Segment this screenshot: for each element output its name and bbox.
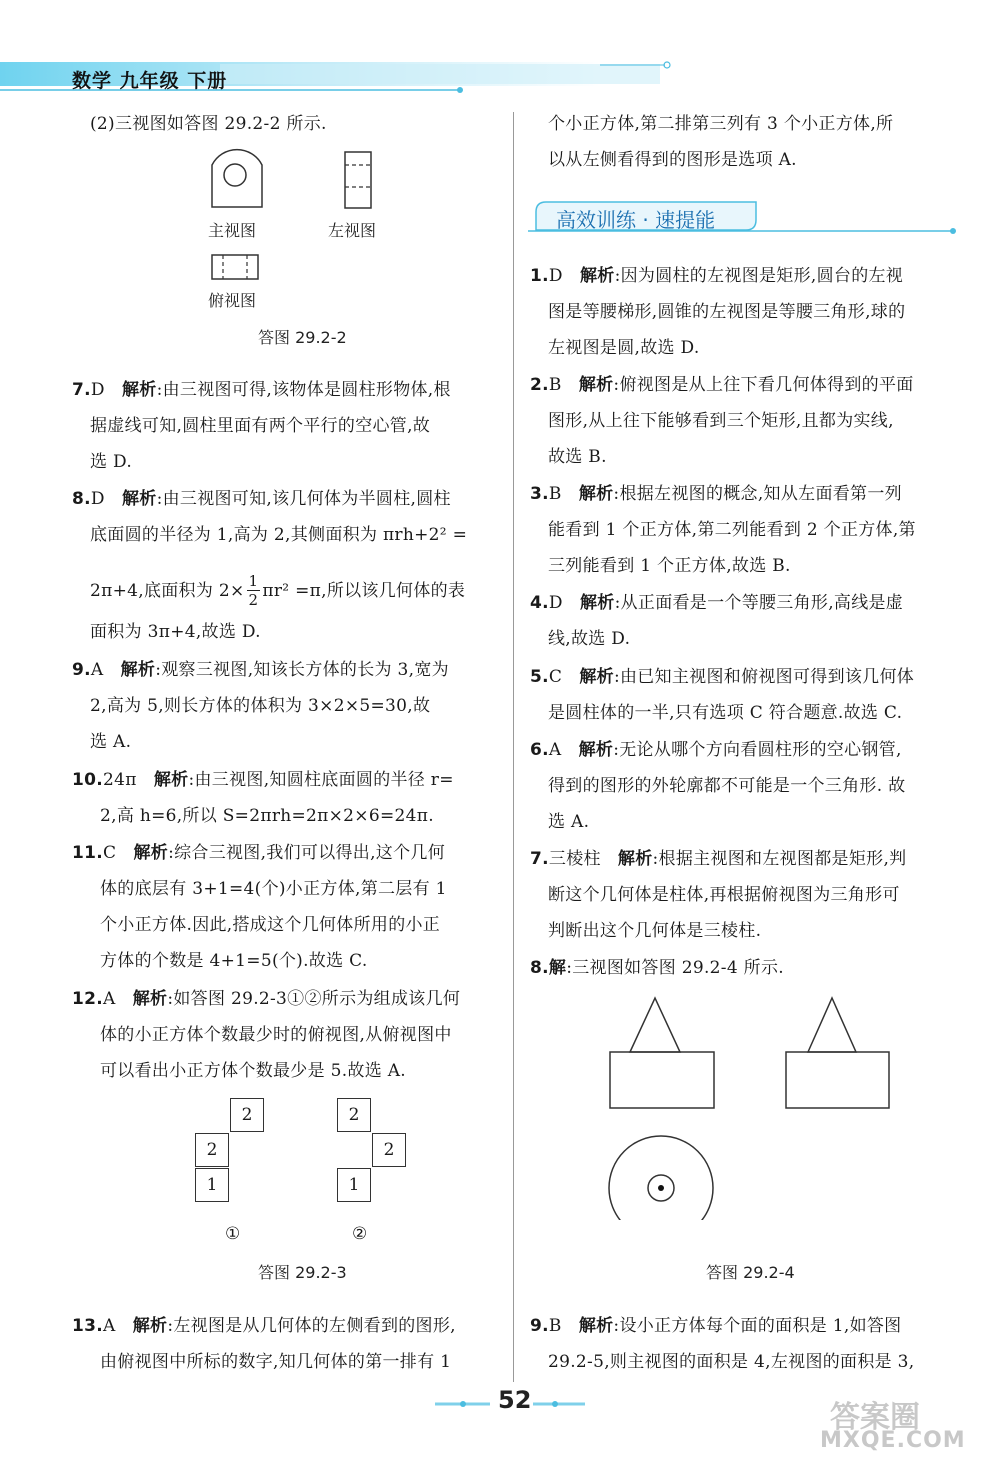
q11-line-4: 方体的个数是 4+1=5(个).故选 C. <box>100 951 368 971</box>
q13-continued-1: 个小正方体,第二排第三列有 3 个小正方体,所 <box>548 114 894 134</box>
grid2-cell: 2 <box>372 1133 406 1167</box>
question-8: 8.D 解析:由三视图可知,该几何体为半圆柱,圆柱 <box>72 489 451 509</box>
column-divider <box>513 112 514 1382</box>
q10-line-2: 2,高 h=6,所以 S=2πrh=2π×2×6=24π. <box>100 806 434 826</box>
page-number: 52 <box>498 1386 532 1414</box>
watermark-url: MXQE.COM <box>820 1428 966 1453</box>
practice-question-5: 5.C 解析:由已知主视图和俯视图可得到该几何体 <box>530 667 915 687</box>
p6-line-2: 得到的图形的外轮廓都不可能是一个三角形. 故 <box>548 776 906 796</box>
q7-line-3: 选 D. <box>90 452 133 472</box>
p7-line-2: 断这个几何体是柱体,再根据俯视图为三角形可 <box>548 885 900 905</box>
top-view-label: 俯视图 <box>208 291 257 310</box>
p4-line-2: 线,故选 D. <box>548 629 631 649</box>
p3-line-3: 三列能看到 1 个正方体,故选 B. <box>548 556 791 576</box>
p6-line-3: 选 A. <box>548 812 590 832</box>
practice-question-6: 6.A 解析:无论从哪个方向看圆柱形的空心钢管, <box>530 740 902 760</box>
q9-line-3: 选 A. <box>90 732 132 752</box>
q11-line-2: 体的底层有 3+1=4(个)小正方体,第二层有 1 <box>100 879 447 899</box>
left-view-label: 左视图 <box>328 221 377 240</box>
question-13: 13.A 解析:左视图是从几何体的左侧看到的图形, <box>72 1316 456 1336</box>
practice-question-3: 3.B 解析:根据左视图的概念,知从左面看第一列 <box>530 484 902 504</box>
q8-line-2: 底面圆的半径为 1,高为 2,其侧面积为 πrh+2² = <box>90 525 468 545</box>
p2-line-3: 故选 B. <box>548 447 607 467</box>
figure-caption-4: 答图 29.2-4 <box>706 1263 795 1282</box>
p7-line-3: 判断出这个几何体是三棱柱. <box>548 921 762 941</box>
practice-question-8: 8.解:三视图如答图 29.2-4 所示. <box>530 958 784 978</box>
q7-line-2: 据虚线可知,圆柱里面有两个平行的空心管,故 <box>90 416 431 436</box>
fraction-one-half: $\frac{1}{2}$ <box>248 572 259 609</box>
figure-mark-2: ② <box>352 1224 368 1244</box>
figure-caption-3: 答图 29.2-3 <box>258 1263 347 1282</box>
q9-line-2: 2,高为 5,则长方体的体积为 3×2×5=30,故 <box>90 696 431 716</box>
question-11: 11.C 解析:综合三视图,我们可以得出,这个几何 <box>72 843 445 863</box>
practice-question-1: 1.D 解析:因为圆柱的左视图是矩形,圆台的左视 <box>530 266 904 286</box>
practice-question-9: 9.B 解析:设小正方体每个面的面积是 1,如答图 <box>530 1316 902 1336</box>
section-title: 高效训练 · 速提能 <box>556 208 716 232</box>
grid1-cell: 2 <box>230 1098 264 1132</box>
p5-line-2: 是圆柱体的一半,只有选项 C 符合题意.故选 C. <box>548 703 903 723</box>
p1-line-2: 图是等腰梯形,圆锥的左视图是等腰三角形,球的 <box>548 302 906 322</box>
p3-line-2: 能看到 1 个正方体,第二列能看到 2 个正方体,第 <box>548 520 916 540</box>
practice-question-7: 7.三棱柱 解析:根据主视图和左视图都是矩形,判 <box>530 849 907 869</box>
grid1-cell: 2 <box>195 1133 229 1167</box>
q8-line-3: 2π+4,底面积为 2× $\frac{1}{2}$ πr² =π,所以该几何体的表 <box>90 572 466 609</box>
practice-question-2: 2.B 解析:俯视图是从上往下看几何体得到的平面 <box>530 375 914 395</box>
question-7: 7.D 解析:由三视图可得,该物体是圆柱形物体,根 <box>72 380 451 400</box>
p1-line-3: 左视图是圆,故选 D. <box>548 338 700 358</box>
grid2-cell: 2 <box>337 1098 371 1132</box>
three-view-figure-1 <box>205 145 405 285</box>
book-title: 数学 九年级 下册 <box>72 70 228 92</box>
q12-line-2: 体的小正方体个数最少时的俯视图,从俯视图中 <box>100 1025 452 1045</box>
p9-line-2: 29.2-5,则主视图的面积是 4,左视图的面积是 3, <box>548 1352 915 1372</box>
three-view-figure-4 <box>600 990 900 1220</box>
q8-line-4: 面积为 3π+4,故选 D. <box>90 622 261 642</box>
practice-question-4: 4.D 解析:从正面看是一个等腰三角形,高线是虚 <box>530 593 904 613</box>
p2-line-2: 图形,从上往下能够看到三个矩形,且都为实线, <box>548 411 894 431</box>
grid2-cell: 1 <box>337 1168 371 1202</box>
intro-text: (2)三视图如答图 29.2-2 所示. <box>90 114 327 134</box>
grid1-empty <box>230 1133 264 1167</box>
q12-line-3: 可以看出小正方体个数最少是 5.故选 A. <box>100 1061 407 1081</box>
grid1-cell: 1 <box>195 1168 229 1202</box>
q13-continued-2: 以从左侧看得到的图形是选项 A. <box>548 150 797 170</box>
main-view-label: 主视图 <box>208 221 257 240</box>
watermark-logo: 答案圈 <box>830 1400 920 1435</box>
question-10: 10.24π 解析:由三视图,知圆柱底面圆的半径 r= <box>72 770 454 790</box>
figure-mark-1: ① <box>225 1224 241 1244</box>
q13-line-2: 由俯视图中所标的数字,知几何体的第一排有 1 <box>100 1352 452 1372</box>
question-9: 9.A 解析:观察三视图,知该长方体的长为 3,宽为 <box>72 660 449 680</box>
question-12: 12.A 解析:如答图 29.2-3①②所示为组成该几何 <box>72 989 461 1009</box>
q11-line-3: 个小正方体.因此,搭成这个几何体所用的小正 <box>100 915 441 935</box>
figure-caption-1: 答图 29.2-2 <box>258 328 347 347</box>
